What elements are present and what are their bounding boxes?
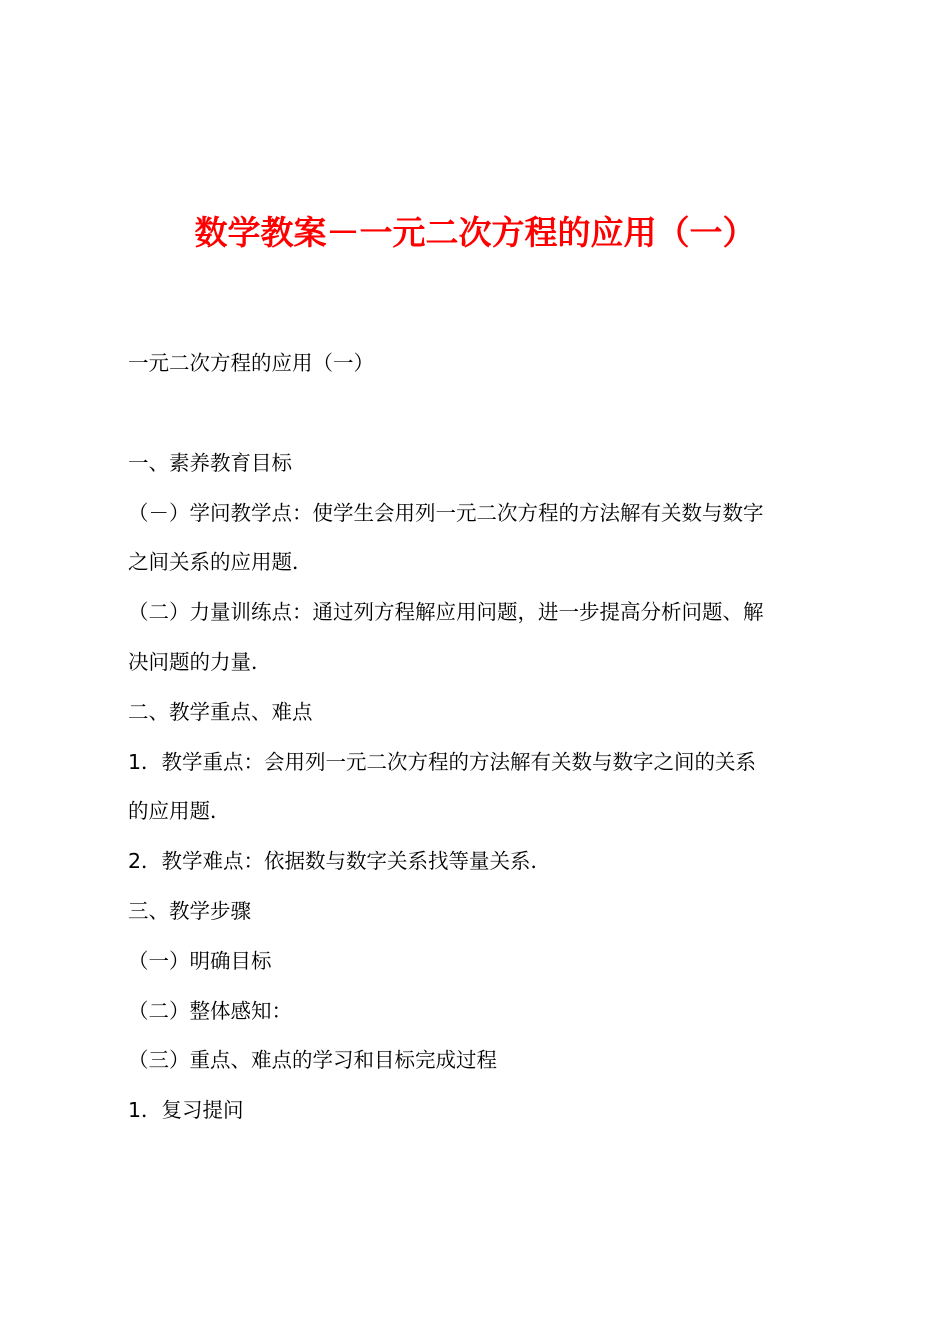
paragraph-line: 的应用题． <box>128 799 231 823</box>
paragraph-line: 1．复习提问 <box>128 1098 244 1122</box>
section-heading-key-points: 二、教学重点、难点 <box>128 700 313 724</box>
paragraph-line: 1．教学重点：会用列一元二次方程的方法解有关数与数字之间的关系 <box>128 750 757 774</box>
section-heading-steps: 三、教学步骤 <box>128 899 251 923</box>
paragraph-line: （一）明确目标 <box>128 949 272 973</box>
paragraph-line: （三）重点、难点的学习和目标完成过程 <box>128 1048 497 1072</box>
paragraph-line: 2．教学难点：依据数与数字关系找等量关系． <box>128 849 552 873</box>
paragraph-line: （－）学问教学点：使学生会用列一元二次方程的方法解有关数与数字 <box>128 501 764 525</box>
section-heading-goals: 一、素养教育目标 <box>128 451 292 475</box>
document-title: 数学教案－一元二次方程的应用（一） <box>194 213 756 252</box>
paragraph-line: 之间关系的应用题． <box>128 550 313 574</box>
paragraph-line: 决问题的力量． <box>128 650 272 674</box>
paragraph-line: （二）整体感知： <box>128 999 292 1023</box>
paragraph-line: （二）力量训练点：通过列方程解应用问题，进一步提高分析问题、解 <box>128 600 764 624</box>
subtitle: 一元二次方程的应用（一） <box>128 351 374 375</box>
